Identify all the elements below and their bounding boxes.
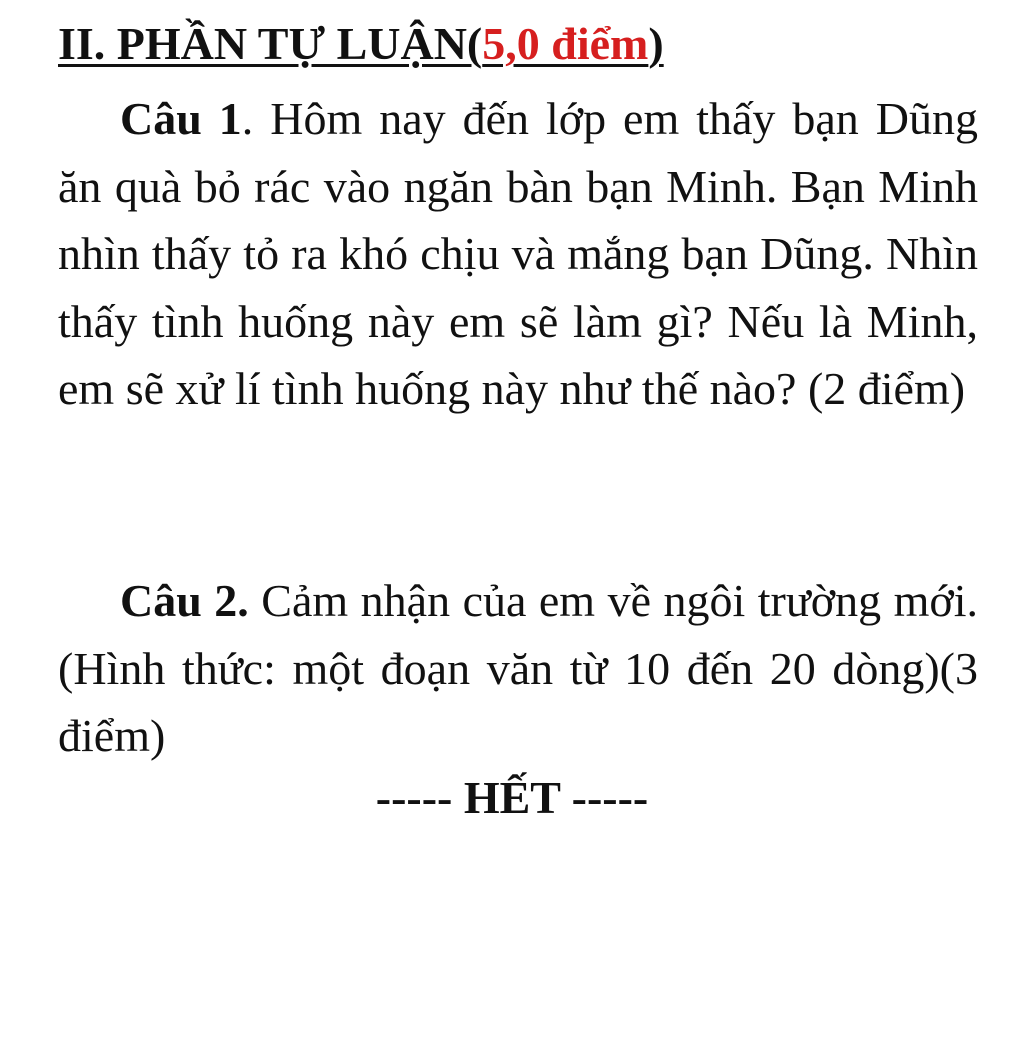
heading-prefix: II. PHẦN TỰ LUẬN( xyxy=(58,18,483,69)
question-1-label: Câu 1 xyxy=(120,93,242,144)
section-heading xyxy=(58,14,664,74)
heading-suffix: ) xyxy=(648,18,664,69)
end-marker: ----- HẾT ----- xyxy=(375,772,649,823)
heading-points: 5,0 điểm xyxy=(482,18,649,69)
question-1-paragraph xyxy=(58,85,978,423)
question-1-text: . Hôm nay đến lớp em thấy bạn Dũng ăn quà bỏ rác vào ngăn bàn bạn Minh. Bạn Minh nhìn thấy tỏ ra khó chịu và mắng bạn Dũng. Nhìn thấy tình huống này em sẽ làm gì? Nếu là Minh, em sẽ xử lí tình huống này như thế nào? (2 điểm) xyxy=(58,93,978,414)
question-2-paragraph xyxy=(58,567,978,770)
question-2-text: Cảm nhận của em về ngôi trường mới. (Hình thức: một đoạn văn từ 10 đến 20 dòng)(3 điểm) xyxy=(58,575,978,761)
question-2-label: Câu 2. xyxy=(120,575,249,626)
